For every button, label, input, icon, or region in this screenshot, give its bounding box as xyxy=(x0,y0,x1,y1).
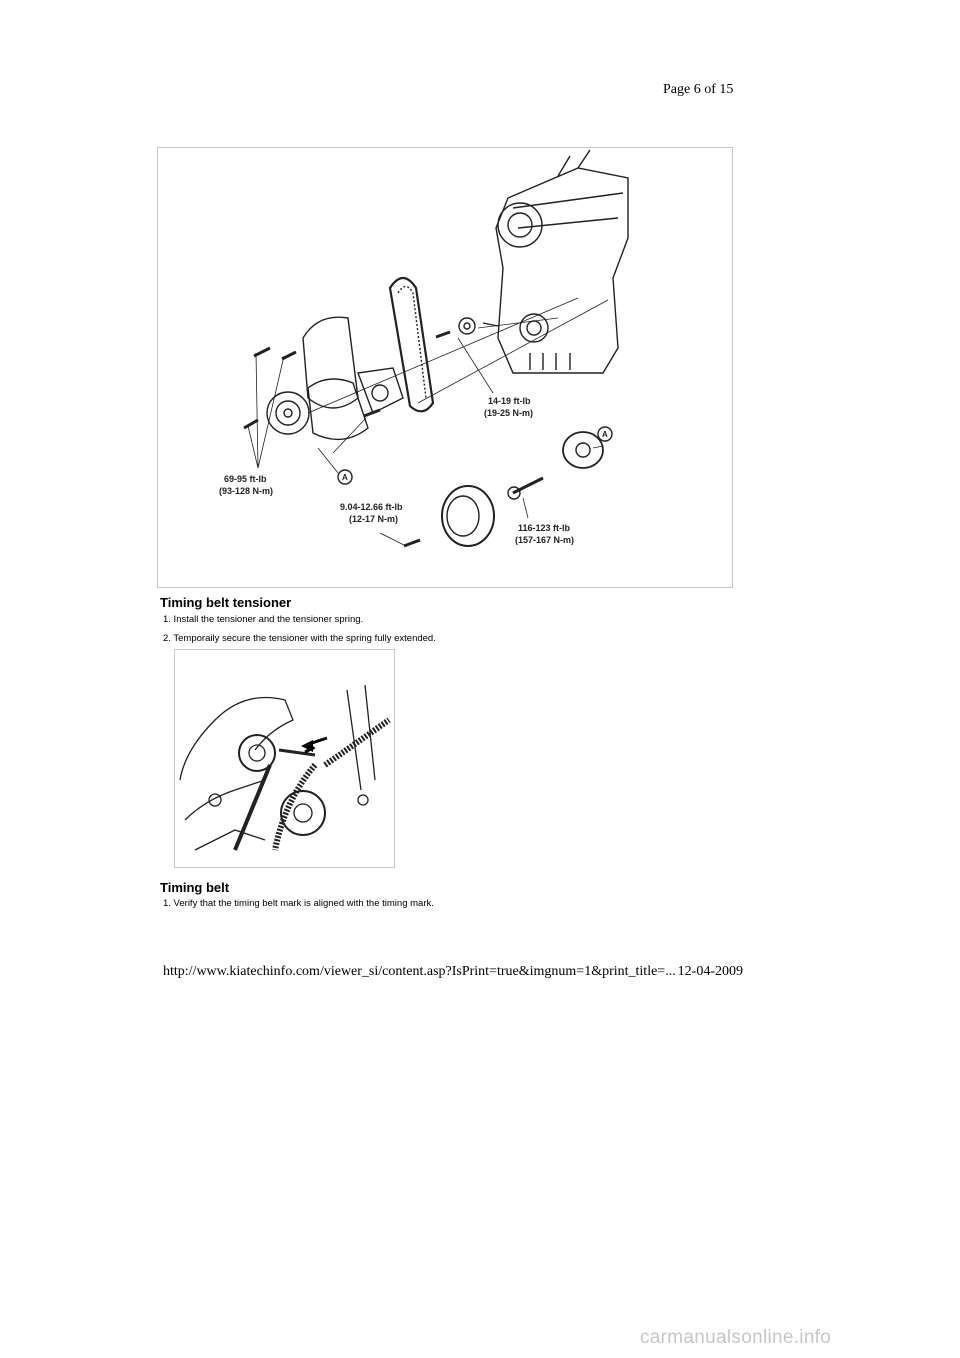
footer-url: http://www.kiatechinfo.com/viewer_si/content.asp?IsPrint=true&imgnum=1&print_title=... xyxy=(163,964,676,979)
step-secure-tensioner: 2. Temporaily secure the tensioner with the spring fully extended. xyxy=(163,633,436,644)
footer-date: 12-04-2009 xyxy=(677,964,743,979)
torque-label-116-123: 116-123 ft-lb xyxy=(518,523,571,533)
step-install-tensioner: 1. Install the tensioner and the tensioner spring. xyxy=(163,614,364,625)
page-number: Page 6 of 15 xyxy=(663,82,734,97)
section-title-tensioner: Timing belt tensioner xyxy=(160,595,292,610)
step-verify-belt-mark: 1. Verify that the timing belt mark is aligned with the timing mark. xyxy=(163,898,434,909)
callout-a-left: A xyxy=(342,473,348,482)
tensioner-illustration-figure xyxy=(174,649,395,868)
torque-label-9-04-12-66: 9.04-12.66 ft-lb xyxy=(340,502,403,512)
torque-label-157-167-nm: (157-167 N-m) xyxy=(515,535,575,545)
tensioner-illustration-drawing xyxy=(175,650,394,867)
torque-label-12-17-nm: (12-17 N-m) xyxy=(349,514,399,524)
torque-label-69-95: 69-95 ft-lb xyxy=(224,474,267,484)
exploded-diagram-figure xyxy=(157,147,733,588)
torque-label-14-19: 14-19 ft-lb xyxy=(488,396,531,406)
watermark: carmanualsonline.info xyxy=(640,1327,832,1348)
footer xyxy=(163,964,743,980)
torque-label-19-25-nm: (19-25 N-m) xyxy=(484,408,534,418)
section-title-timing-belt: Timing belt xyxy=(160,880,230,895)
callout-a-right: A xyxy=(602,430,608,439)
torque-label-93-128-nm: (93-128 N-m) xyxy=(219,486,274,496)
exploded-diagram-drawing xyxy=(158,148,732,587)
